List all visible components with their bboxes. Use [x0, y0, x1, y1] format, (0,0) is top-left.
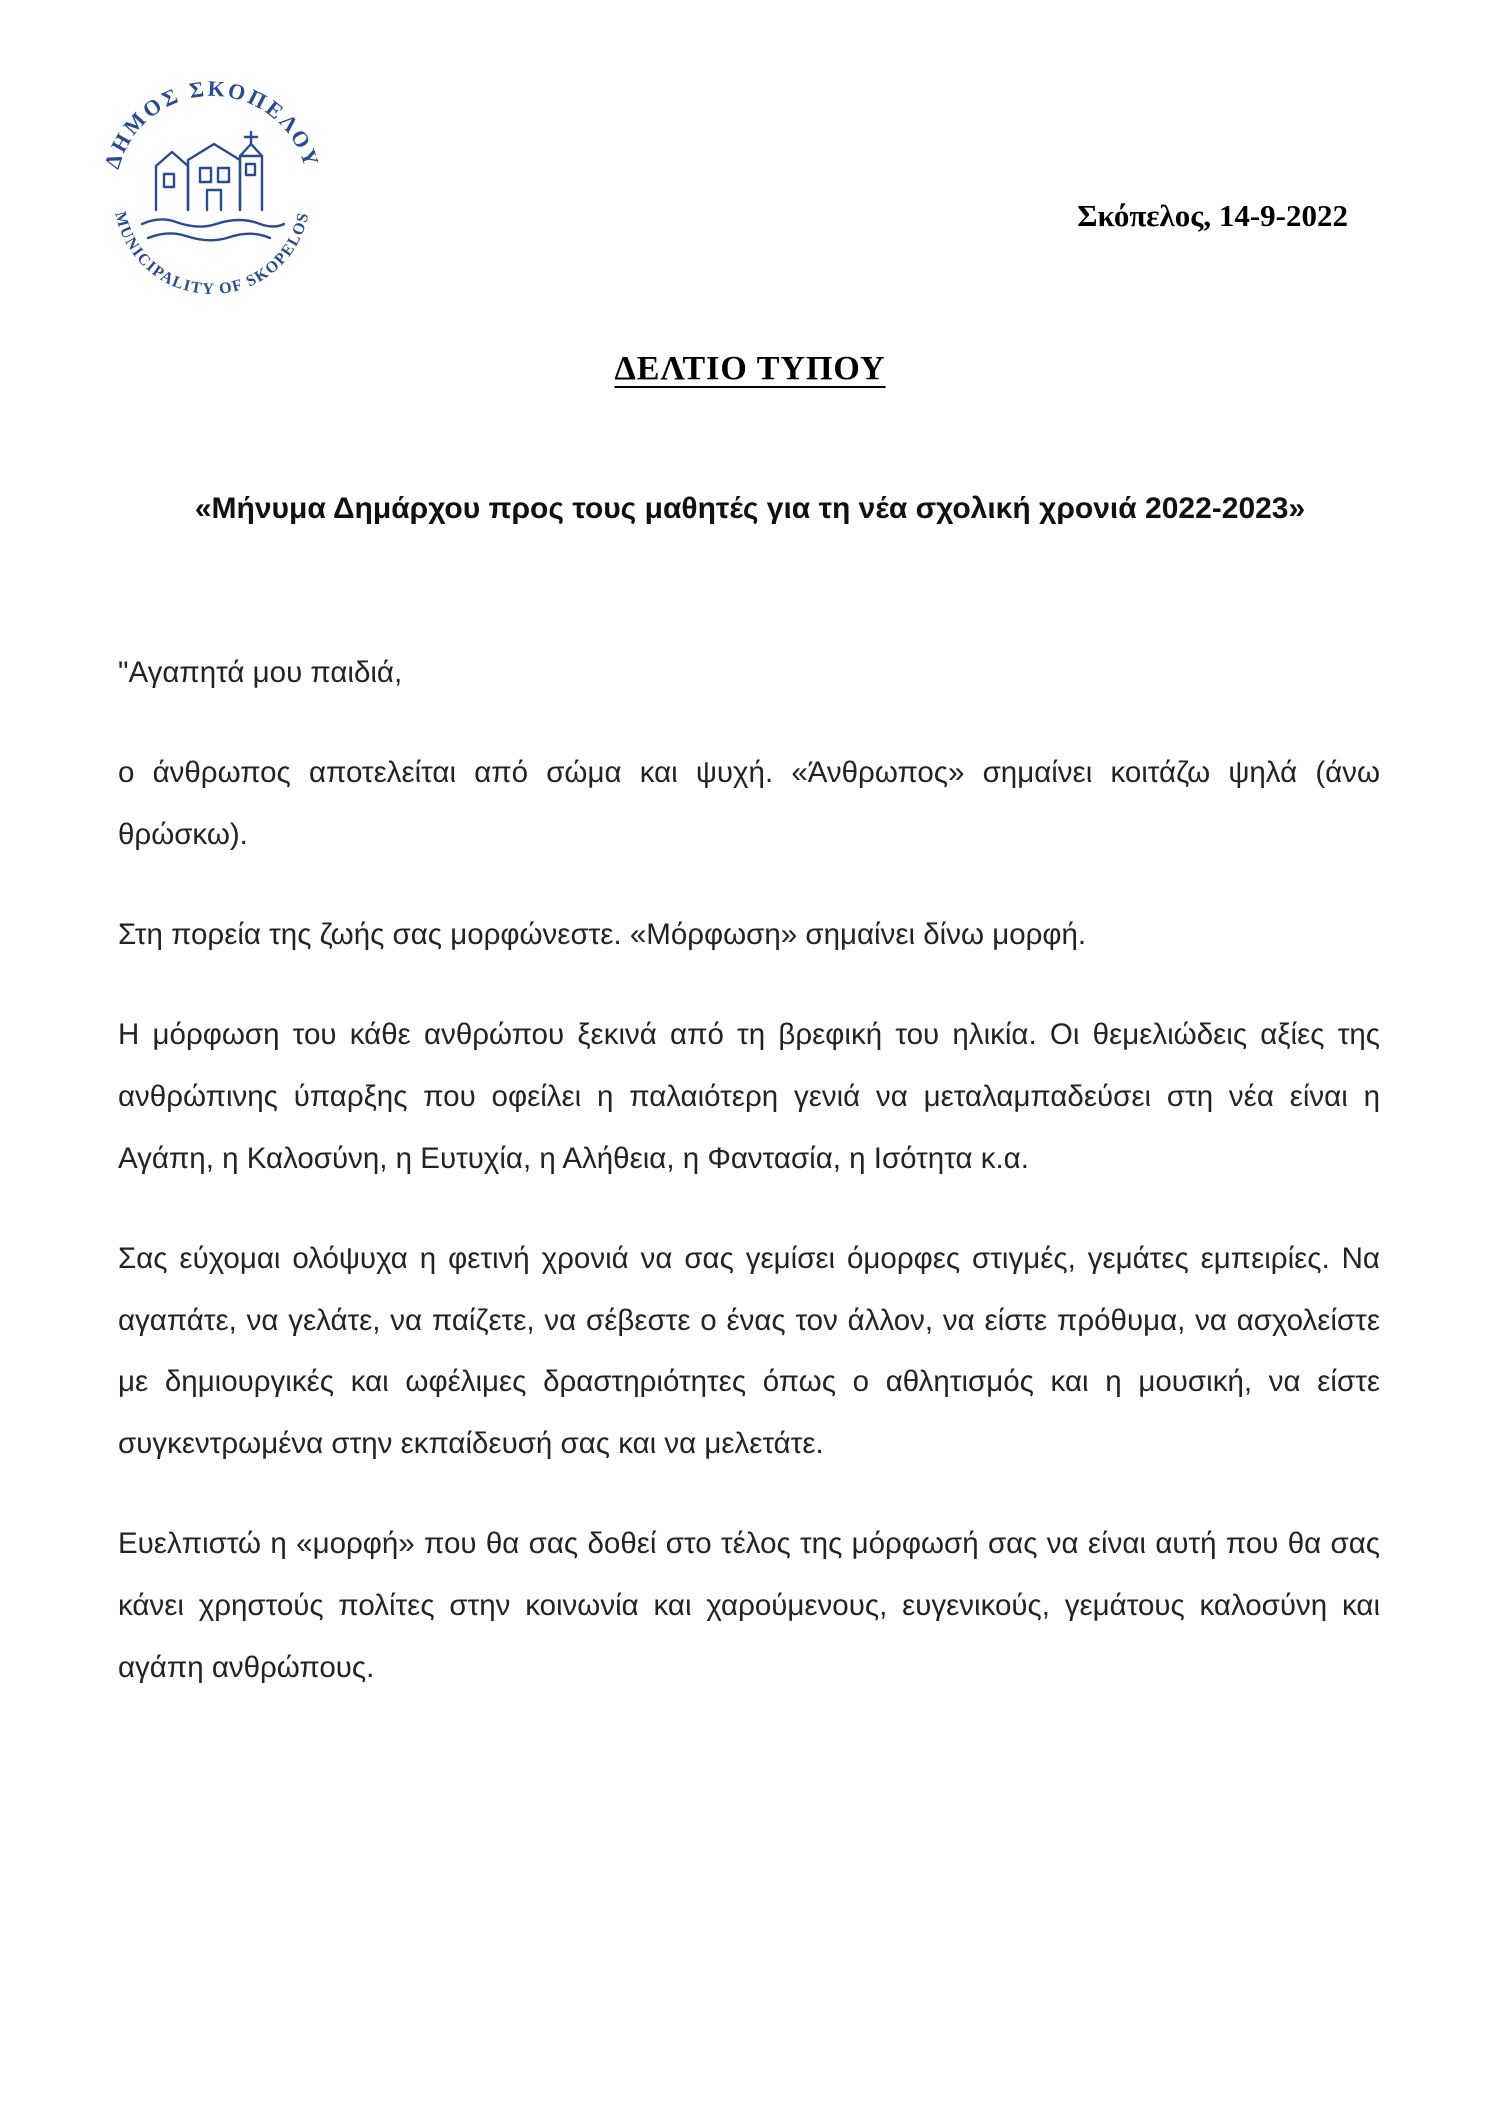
body-paragraph: "Αγαπητά μου παιδιά, [118, 656, 403, 689]
page-title-text: ΔΕΛΤΙΟ ΤΥΠΟΥ [614, 350, 886, 387]
page-title [0, 350, 1500, 388]
body-paragraph: Ευελπιστώ η «μορφή» που θα σας δοθεί στο τέλος της μόρφωσή σας να είναι αυτή που θα σας κάνει χρηστούς πολίτες στην κοινωνία και χαρούμενους, ευγενικούς, γεμάτους καλοσύνη και αγάπη ανθρώπους. [118, 1527, 1380, 1685]
logo-top-arc-text: ΔΗΜΟΣ ΣΚΟΠΕΛΟΥ [99, 75, 325, 172]
body-paragraph: Στη πορεία της ζωής σας μορφώνεστε. «Μόρφωση» σημαίνει δίνω μορφή. [118, 917, 1087, 951]
body-paragraph: Η μόρφωση του κάθε ανθρώπου ξεκινά από τη βρεφική του ηλικία. Οι θεμελιώδεις αξίες της ανθρώπινης ύπαρξης που οφείλει η παλαιότερη γενιά να μεταλαμπαδεύσει στη νέα είναι η Αγάπη, η Καλοσύνη, η Ευτυχία, η Αλήθεια, η Φαντασία, η Ισότητα κ.α. [118, 1017, 1380, 1175]
body-paragraph: ο άνθρωπος αποτελείται από σώμα και ψυχή. «Άνθρωπος» σημαίνει κοιτάζω ψηλά (άνω θρώσκω). [118, 755, 1380, 851]
document-body [118, 642, 1380, 1699]
body-paragraph: Σας εύχομαι ολόψυχα η φετινή χρονιά να σας γεμίσει όμορφες στιγμές, γεμάτες εμπειρίες. Να αγαπάτε, να γελάτε, να παίζετε, να σέβεστε ο ένας τον άλλον, να είστε πρόθυμα, να ασχολείστε με δημιουργικές και ωφέλιμες δραστηριότητες όπως ο αθλητισμός και η μουσική, να είστε συγκεντρωμένα στην εκπαίδευσή σας και να μελετάτε. [118, 1241, 1380, 1461]
logo-bottom-arc-text: MUNICIPALITY OF SKOPELOS [111, 209, 313, 299]
dateline: Σκόπελος, 14-9-2022 [1077, 198, 1348, 233]
monastery-line-drawing-icon [142, 132, 284, 240]
subtitle: «Μήνυμα Δημάρχου προς τους μαθητές για τη νέα σχολική χρονιά 2022-2023» [194, 492, 1306, 525]
municipality-logo [84, 46, 340, 302]
